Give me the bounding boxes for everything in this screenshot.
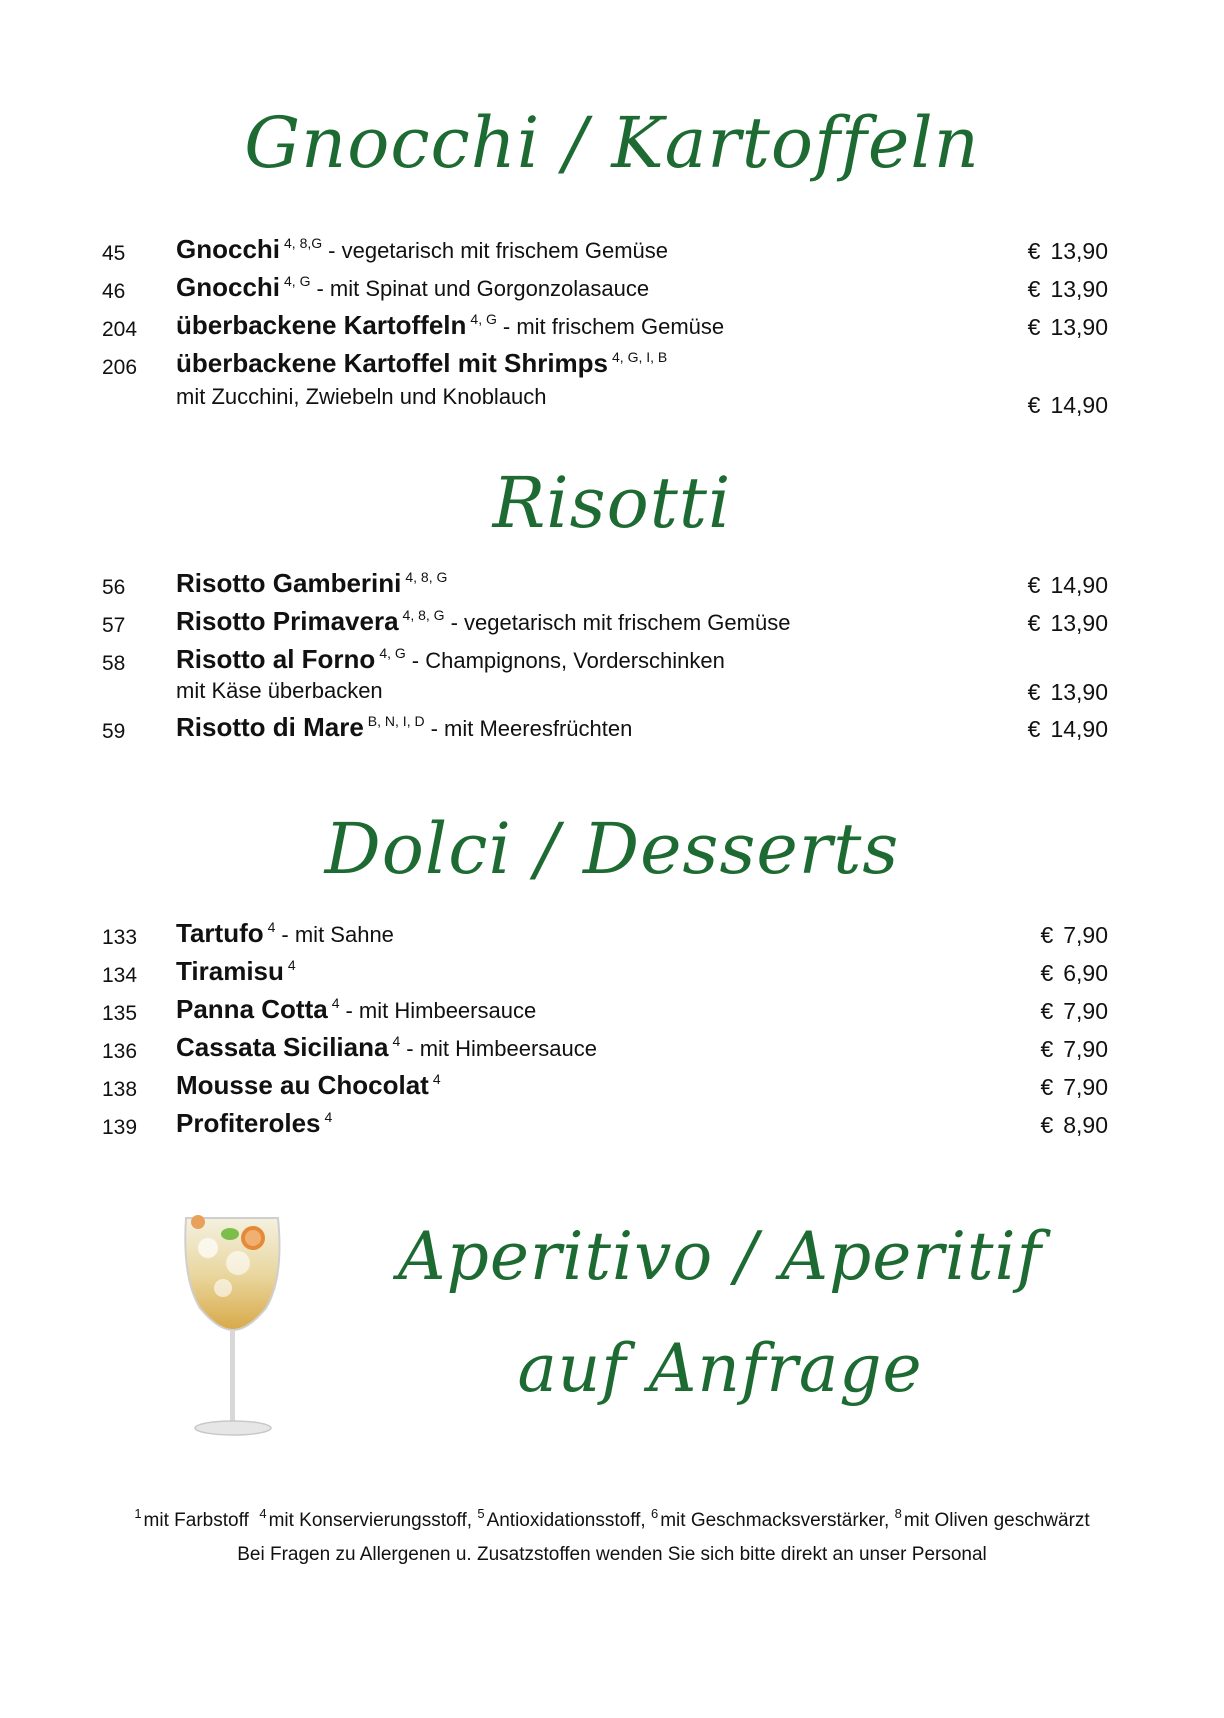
item-price: € 14,90 [1027,716,1108,742]
item-allergens: 4 [267,919,276,935]
item-title [176,310,724,341]
menu-item [0,1108,1224,1146]
item-title [176,234,668,265]
item-allergens: 4 [392,1033,401,1049]
item-number: 133 [102,926,138,949]
item-title [176,644,725,675]
item-price: € 7,90 [1040,1074,1108,1100]
item-price: € 8,90 [1040,1112,1108,1138]
item-allergens: 4, G, I, B [612,349,668,365]
item-title [176,348,667,379]
item-number: 58 [102,652,126,675]
cocktail-glass-illustration [178,1208,288,1448]
menu-item [0,272,1224,310]
item-description: - mit Sahne [281,922,394,947]
item-number: 136 [102,1040,138,1063]
aperitivo-heading: Aperitivo / Aperitif [397,1218,1043,1295]
section-heading-dolci: Dolci / Desserts [324,808,900,890]
item-allergens: 4 [287,957,296,973]
item-description: - vegetarisch mit frischem Gemüse [450,610,791,635]
item-number: 139 [102,1116,138,1139]
item-allergens: 4, 8, G [405,569,448,585]
item-name: Tiramisu [176,956,284,986]
item-description: - mit Himbeersauce [345,998,537,1023]
item-allergens: 4 [432,1071,441,1087]
item-allergens: 4 [324,1109,333,1125]
section-heading-risotti: Risotti [492,462,732,544]
item-price: € 7,90 [1040,922,1108,948]
item-name: Gnocchi [176,234,281,264]
item-price: € 13,90 [1027,276,1108,302]
item-description: - mit Himbeersauce [406,1036,597,1061]
item-price: € 6,90 [1040,960,1108,986]
item-title [176,1032,597,1063]
item-price: € 13,90 [1027,610,1108,636]
item-name: überbackene Kartoffeln [176,310,467,340]
item-number: 59 [102,720,126,743]
menu-item [0,956,1224,994]
menu-item [0,1070,1224,1108]
item-number: 46 [102,280,126,303]
item-title [176,1108,332,1139]
item-subtext: mit Käse überbacken [176,678,383,703]
item-name: Mousse au Chocolat [176,1070,429,1100]
item-name: Profiteroles [176,1108,321,1138]
item-allergens: 4, G [284,273,311,289]
item-title [176,1070,441,1101]
item-description: - mit frischem Gemüse [502,314,725,339]
item-number: 135 [102,1002,138,1025]
item-price: € 7,90 [1040,998,1108,1024]
item-allergens: 4, G [470,311,497,327]
menu-item [0,644,1224,712]
item-price: € 13,90 [1027,314,1108,340]
item-title [176,272,649,303]
menu-item [0,568,1224,606]
menu-item [0,994,1224,1032]
item-allergens: 4, G [379,645,406,661]
menu-item [0,310,1224,348]
item-title [176,918,394,949]
item-title [176,606,790,637]
item-title [176,956,296,987]
item-name: Tartufo [176,918,264,948]
item-number: 45 [102,242,126,265]
item-name: Cassata Siciliana [176,1032,389,1062]
item-title [176,994,536,1025]
menu-item [0,234,1224,272]
item-price: € 13,90 [1027,238,1108,264]
item-description: - Champignons, Vorderschinken [411,648,725,673]
item-price: € 14,90 [1027,572,1108,598]
menu-item [0,348,1224,428]
item-name: Risotto di Mare [176,712,364,742]
item-description: - mit Spinat und Gorgonzolasauce [316,276,650,301]
menu-item [0,712,1224,750]
menu-item [0,918,1224,956]
item-name: Risotto Primavera [176,606,399,636]
item-allergens: 4 [331,995,340,1011]
allergen-note: Bei Fragen zu Allergenen u. Zusatzstoffen wenden Sie sich bitte direkt an unser Personal [237,1544,987,1565]
item-name: überbackene Kartoffel mit Shrimps [176,348,608,378]
section-heading-gnocchi: Gnocchi / Kartoffeln [244,102,980,184]
item-price: € 13,90 [1027,679,1108,705]
item-allergens: 4, 8,G [284,235,323,251]
item-allergens: B, N, I, D [367,713,425,729]
item-number: 134 [102,964,138,987]
item-allergens: 4, 8, G [402,607,445,623]
item-name: Gnocchi [176,272,281,302]
aperitivo-subheading: auf Anfrage [517,1330,923,1407]
item-number: 204 [102,318,138,341]
item-name: Panna Cotta [176,994,328,1024]
item-name: Risotto Gamberini [176,568,402,598]
item-number: 56 [102,576,126,599]
item-title [176,568,447,599]
item-number: 57 [102,614,126,637]
item-title [176,712,632,743]
item-number: 206 [102,356,138,379]
additives-legend: $^1$ mit Farbstoff $^4$ mit Konservierungsstoff, $^5$ Antioxidationsstoff, $^6$ mit Geschmacksverstärker, $^8$ mit Oliven geschwärzt [134,1506,1090,1531]
menu-item [0,606,1224,644]
item-description: - mit Meeresfrüchten [430,716,633,741]
item-name: Risotto al Forno [176,644,376,674]
item-description: - vegetarisch mit frischem Gemüse [328,238,669,263]
item-subtext: mit Zucchini, Zwiebeln und Knoblauch [176,384,547,409]
item-price: € 14,90 [1027,392,1108,418]
item-price: € 7,90 [1040,1036,1108,1062]
item-number: 138 [102,1078,138,1101]
menu-item [0,1032,1224,1070]
